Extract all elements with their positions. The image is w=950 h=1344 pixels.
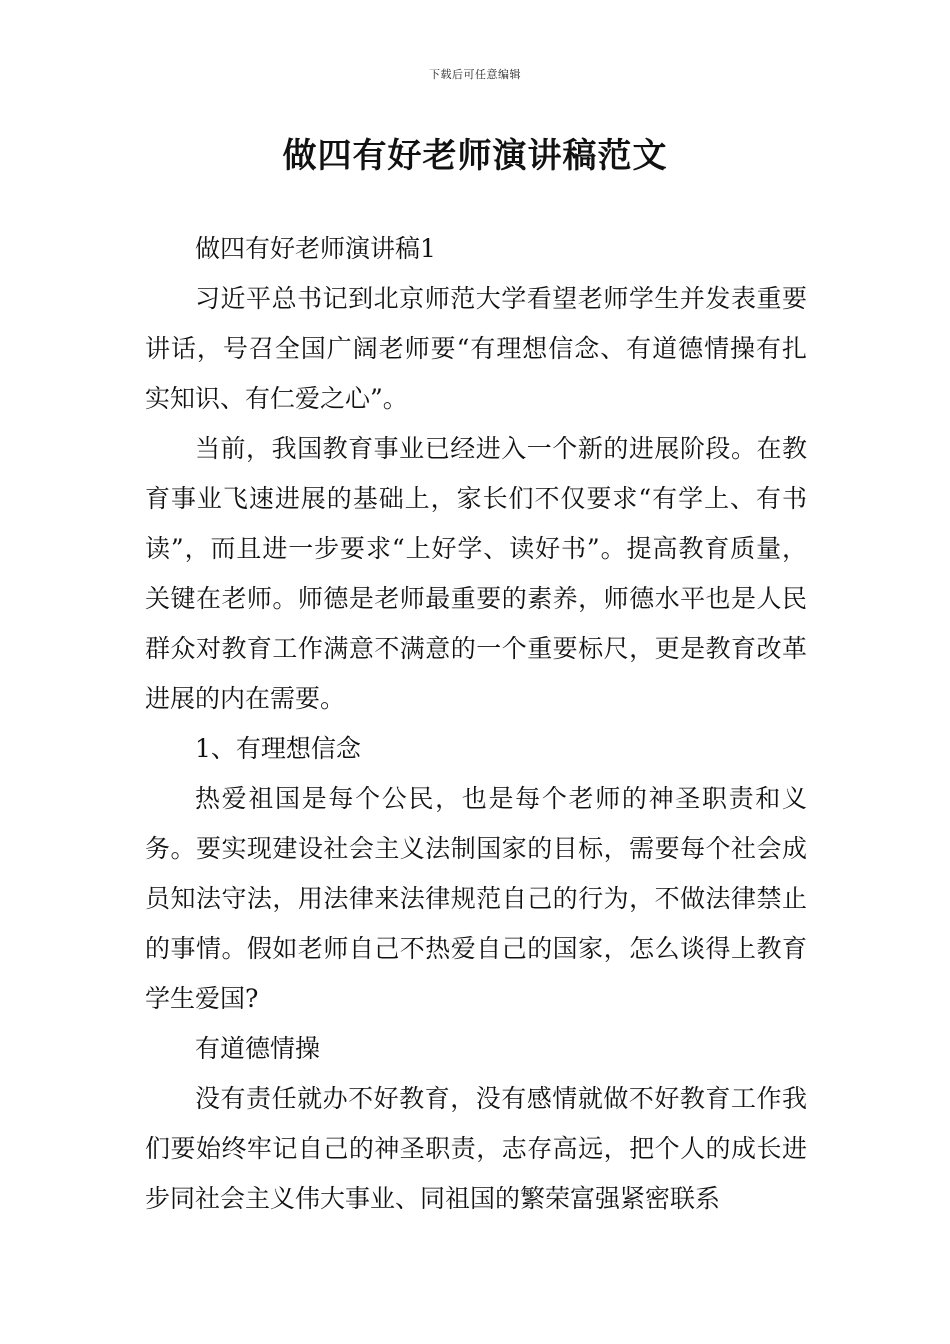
subheading-speech-1: 做四有好老师演讲稿1 <box>195 234 436 263</box>
paragraph-intro: 习近平总书记到北京师范大学看望老师学生并发表重要讲话，号召全国广阔老师要“有理想信念、有道德情操有扎实知识、有仁爱之心”。 <box>145 284 807 413</box>
paragraph-ideals: 热爱祖国是每个公民，也是每个老师的神圣职责和义务。要实现建设社会主义法制国家的目标，需要每个社会成员知法守法，用法律来法律规范自己的行为，不做法律禁止的事情。假如老师自己不热爱自己的国家，怎么谈得上教育学生爱国? <box>145 784 807 1013</box>
document-title: 做四有好老师演讲稿范文 <box>282 136 668 176</box>
paragraph-context: 当前，我国教育事业已经进入一个新的进展阶段。在教育事业飞速进展的基础上，家长们不仅要求“有学上、有书读”，而且进一步要求“上好学、读好书”。提高教育质量，关键在老师。师德是老师最重要的素养，师德水平也是人民群众对教育工作满意不满意的一个重要标尺，更是教育改革进展的内在需要。 <box>145 434 807 713</box>
section-heading-ideals: 1、有理想信念 <box>195 734 361 763</box>
header-note: 下载后可任意编辑 <box>429 68 521 81</box>
document-body <box>145 224 807 1224</box>
section-heading-morals: 有道德情操 <box>195 1034 321 1063</box>
paragraph-morals: 没有责任就办不好教育，没有感情就做不好教育工作我们要始终牢记自己的神圣职责，志存高远，把个人的成长进步同社会主义伟大事业、同祖国的繁荣富强紧密联系 <box>145 1084 807 1213</box>
